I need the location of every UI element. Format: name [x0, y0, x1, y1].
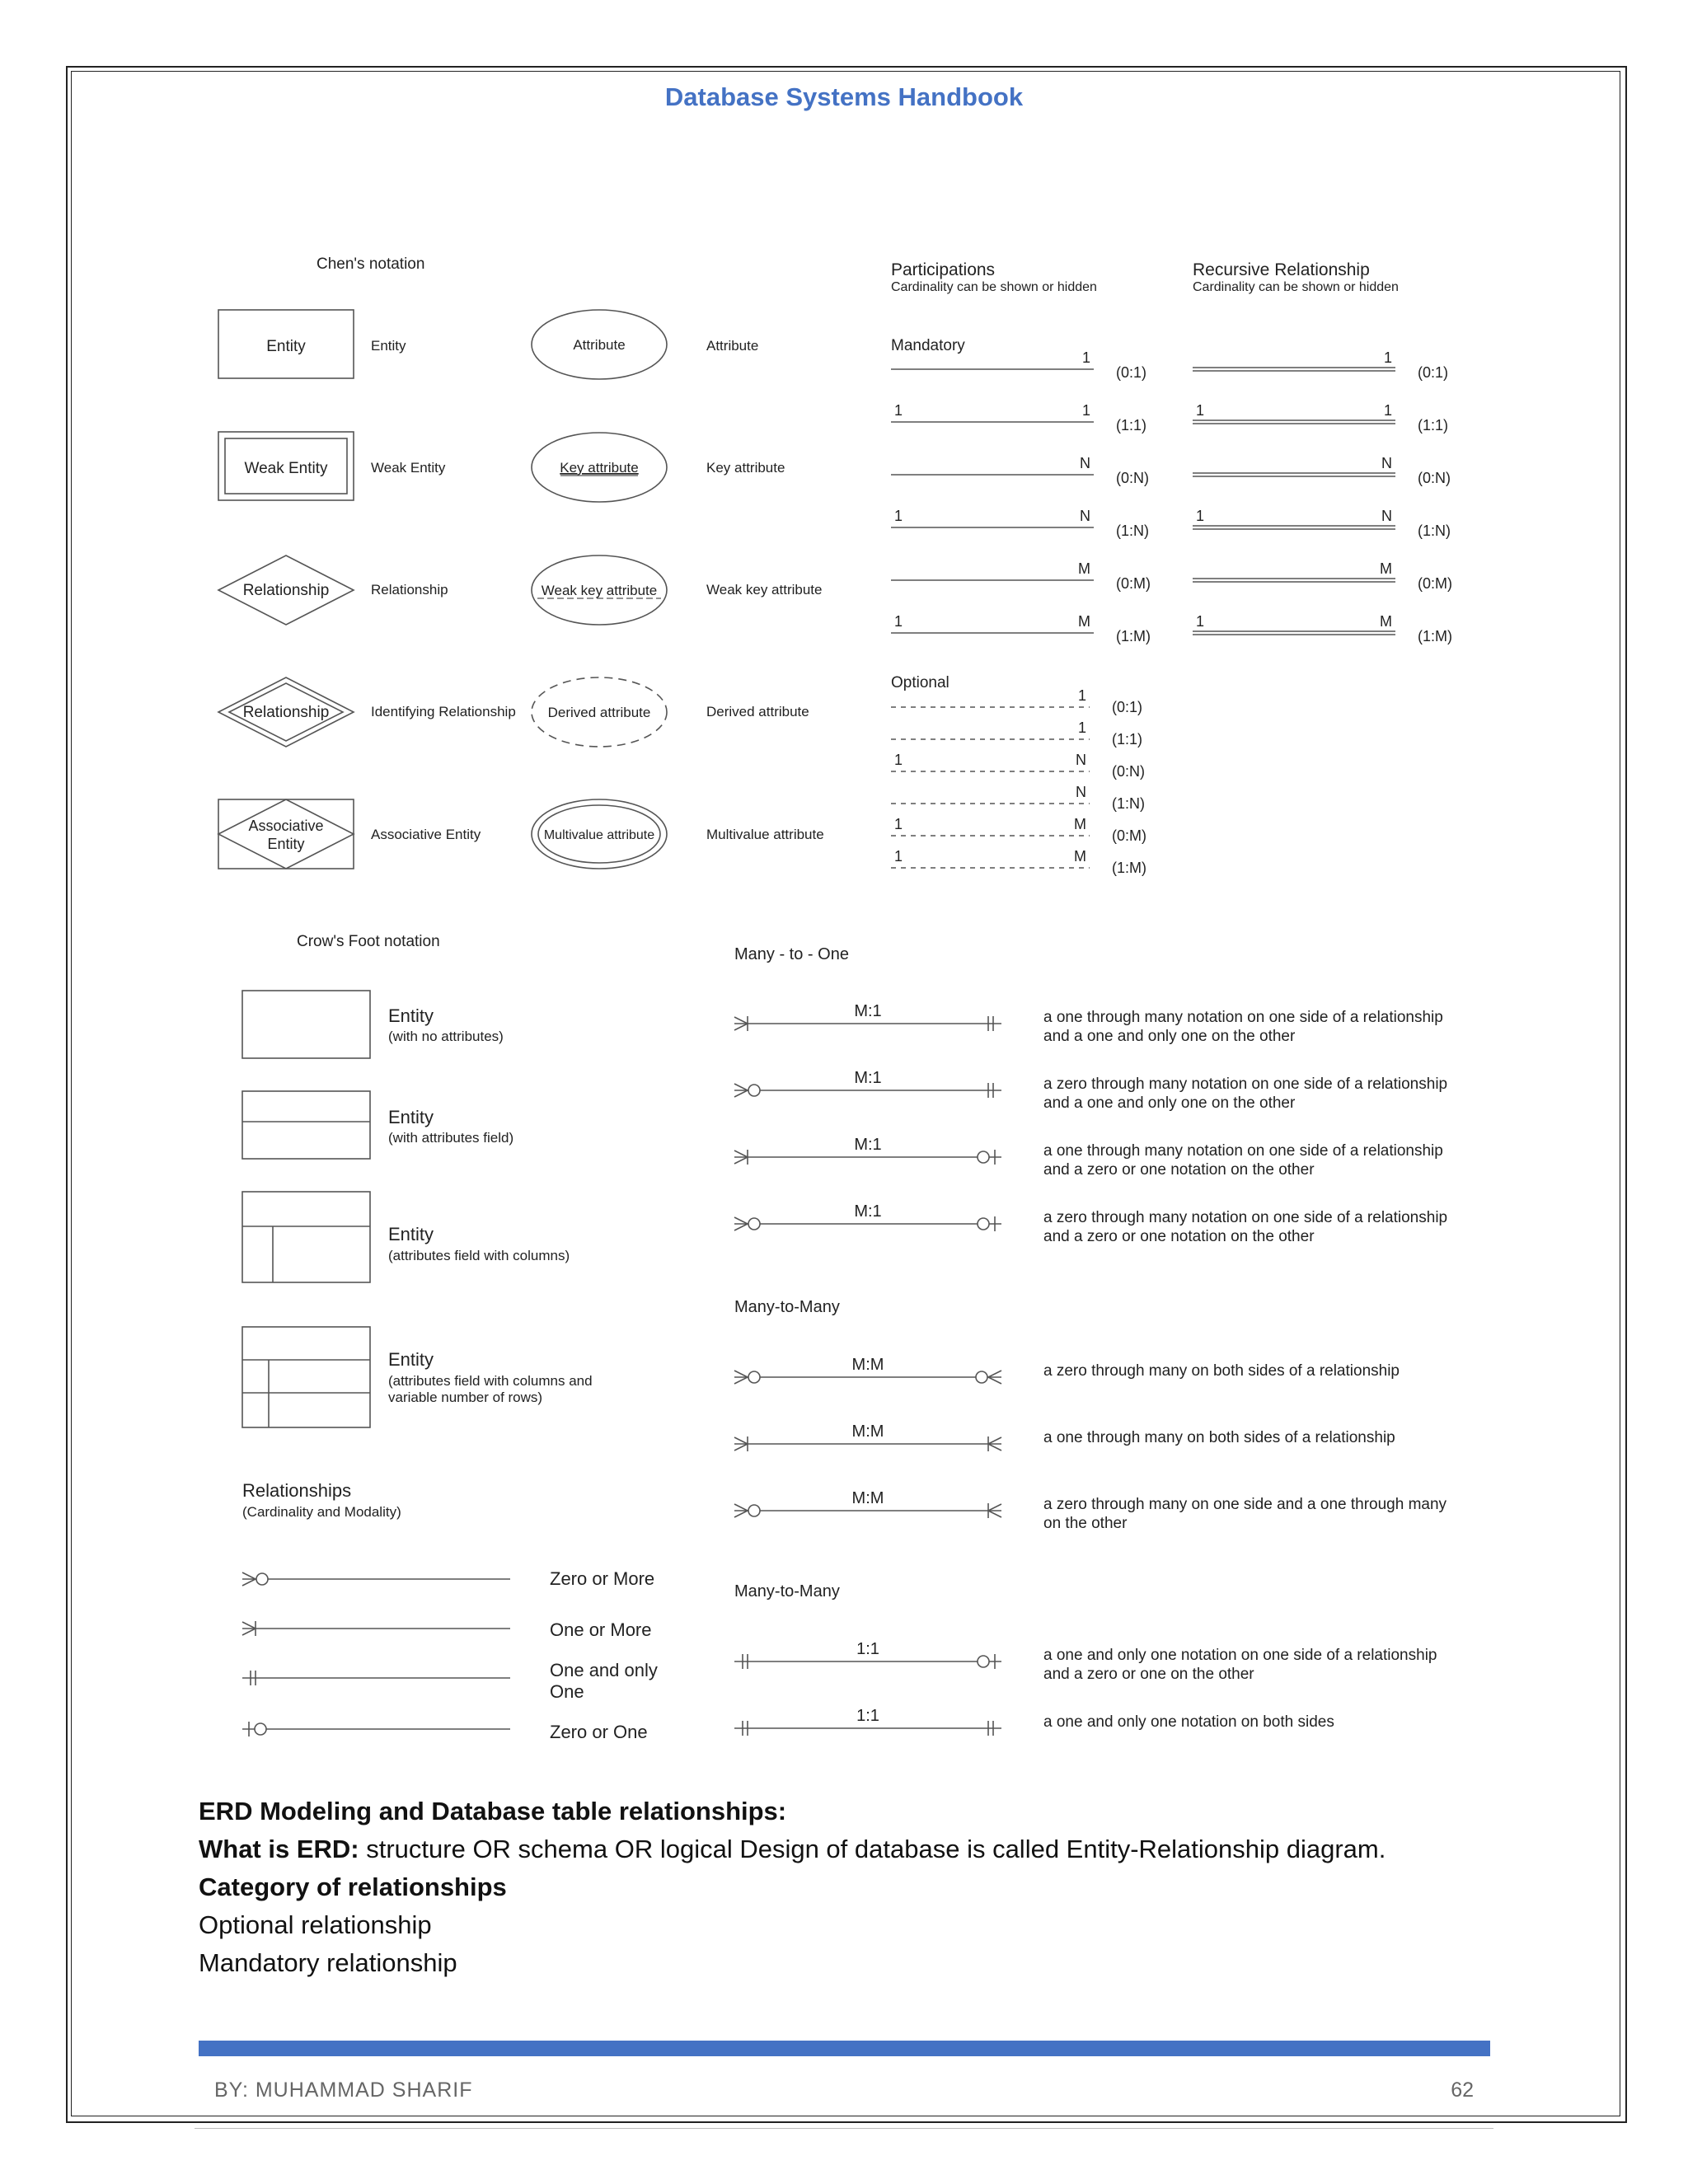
- recursive-right-0: 1: [1383, 349, 1392, 366]
- optional-right-3: N: [1076, 784, 1086, 800]
- many-to-many-desc-1-line1: a one through many on both sides of a relationship: [1043, 1429, 1395, 1446]
- category-item-mandatory: Mandatory relationship: [199, 1948, 457, 1977]
- optional-right-5: M: [1074, 848, 1086, 865]
- mandatory-left-5: 1: [894, 613, 903, 630]
- optional-right-1: 1: [1077, 719, 1086, 736]
- erd-definition: [199, 1830, 1550, 1868]
- recursive-subtitle: Cardinality can be shown or hidden: [1193, 280, 1399, 294]
- optional-code-2: (0:N): [1112, 763, 1145, 780]
- one-to-one-desc-0-line2: and a zero or one on the other: [1043, 1666, 1254, 1683]
- recursive-code-2: (0:N): [1418, 470, 1451, 486]
- crows-entity-2-desc: (with attributes field): [388, 1130, 514, 1146]
- many-to-one-title: Many - to - One: [734, 945, 849, 963]
- key-attribute-label: Key attribute: [706, 460, 785, 476]
- weak-entity-shape-label: Weak Entity: [244, 460, 328, 477]
- crows-entity-4-desc-2: variable number of rows): [388, 1390, 543, 1405]
- footer-page-number: 62: [1451, 2079, 1474, 2102]
- associative-entity-shape-label-2: Entity: [267, 836, 305, 852]
- many-to-one-desc-0-line2: and a one and only one on the other: [1043, 1028, 1296, 1045]
- recursive-right-5: M: [1380, 613, 1392, 630]
- many-to-many-tag-1: M:M: [851, 1422, 884, 1441]
- legend-one-and-only-1: One and only: [550, 1660, 658, 1680]
- participations-title: Participations: [891, 260, 996, 279]
- many-to-one-desc-0-line1: a one through many notation on one side of a relationship: [1043, 1009, 1443, 1026]
- mandatory-right-4: M: [1078, 560, 1090, 577]
- recursive-right-1: 1: [1383, 402, 1392, 419]
- footer-rule: [195, 2128, 1493, 2129]
- crows-entity-columns-rows: [242, 1327, 370, 1427]
- crows-title: Crow's Foot notation: [297, 933, 440, 950]
- crows-entity-2-name: Entity: [388, 1107, 434, 1127]
- many-to-many-title: Many-to-Many: [734, 1298, 840, 1316]
- optional-code-0: (0:1): [1112, 699, 1143, 715]
- recursive-right-4: M: [1380, 560, 1392, 577]
- recursive-code-3: (1:N): [1418, 523, 1451, 539]
- many-to-many-desc-0-line1: a zero through many on both sides of a relationship: [1043, 1362, 1400, 1380]
- crows-entity-3-desc: (attributes field with columns): [388, 1248, 570, 1263]
- many-to-one-desc-1-line2: and a one and only one on the other: [1043, 1094, 1296, 1112]
- footer-author: BY: MUHAMMAD SHARIF: [214, 2079, 473, 2102]
- recursive-code-4: (0:M): [1418, 575, 1452, 592]
- relationships-title: Relationships: [242, 1480, 352, 1501]
- many-to-one-desc-3-line1: a zero through many notation on one side of a relationship: [1043, 1209, 1448, 1226]
- mandatory-code-4: (0:M): [1116, 575, 1151, 592]
- page-header-title: Database Systems Handbook: [664, 82, 1024, 111]
- recursive-code-0: (0:1): [1418, 364, 1449, 381]
- mandatory-right-1: 1: [1081, 402, 1090, 419]
- many-to-one-tag-3: M:1: [854, 1202, 882, 1221]
- crows-entity-3-name: Entity: [388, 1224, 434, 1244]
- mandatory-right-5: M: [1078, 613, 1090, 630]
- erd-heading: ERD Modeling and Database table relationships:: [199, 1797, 787, 1825]
- mandatory-left-1: 1: [894, 402, 903, 419]
- one-to-one-desc-1-line1: a one and only one notation on both sides: [1043, 1713, 1334, 1731]
- many-to-many-desc-2-line2: on the other: [1043, 1515, 1128, 1532]
- crows-entity-4-name: Entity: [388, 1349, 434, 1370]
- mandatory-code-2: (0:N): [1116, 470, 1149, 486]
- category-item-optional: Optional relationship: [199, 1910, 432, 1939]
- many-to-one-desc-2-line2: and a zero or one notation on the other: [1043, 1161, 1315, 1179]
- erd-definition-label: What is ERD:: [199, 1835, 359, 1863]
- many-to-one-tag-1: M:1: [854, 1069, 882, 1087]
- associative-entity-shape-label-1: Associative: [248, 818, 324, 834]
- multivalue-attribute-label: Multivalue attribute: [706, 827, 824, 842]
- identifying-relationship-shape-label: Relationship: [242, 704, 330, 721]
- legend-one-and-only-2: One: [550, 1681, 584, 1702]
- key-attribute-shape-label: Key attribute: [560, 460, 639, 476]
- recursive-code-1: (1:1): [1418, 417, 1449, 434]
- mandatory-code-3: (1:N): [1116, 523, 1149, 539]
- optional-right-0: 1: [1077, 687, 1086, 704]
- entity-shape-label: Entity: [266, 338, 306, 355]
- mandatory-code-1: (1:1): [1116, 417, 1147, 434]
- relationships-subtitle: (Cardinality and Modality): [242, 1504, 401, 1520]
- multivalue-attribute-shape-label: Multivalue attribute: [543, 828, 655, 842]
- one-to-one-tag-1: 1:1: [856, 1707, 879, 1725]
- one-to-one-title: Many-to-Many: [734, 1582, 840, 1601]
- optional-right-2: N: [1076, 752, 1086, 768]
- crows-entity-plain: [242, 991, 370, 1058]
- optional-left-2: 1: [894, 752, 903, 768]
- category-heading: Category of relationships: [199, 1872, 507, 1901]
- crows-entity-1-name: Entity: [388, 1005, 434, 1026]
- optional-code-1: (1:1): [1112, 731, 1143, 748]
- derived-attribute-label: Derived attribute: [706, 704, 809, 719]
- many-to-many-desc-2-line1: a zero through many on one side and a one through many: [1043, 1496, 1447, 1513]
- one-to-one-tag-0: 1:1: [856, 1640, 879, 1658]
- mandatory-right-0: 1: [1081, 349, 1090, 366]
- one-to-one-desc-0-line1: a one and only one notation on one side of a relationship: [1043, 1647, 1437, 1664]
- relationship-shape-label: Relationship: [242, 582, 330, 599]
- entity-label: Entity: [371, 338, 406, 354]
- many-to-one-desc-2-line1: a one through many notation on one side of a relationship: [1043, 1142, 1443, 1160]
- recursive-left-3: 1: [1196, 508, 1205, 524]
- optional-right-4: M: [1074, 816, 1086, 832]
- attribute-label: Attribute: [706, 338, 759, 354]
- crows-entity-1-desc: (with no attributes): [388, 1029, 504, 1044]
- mandatory-left-3: 1: [894, 508, 903, 524]
- mandatory-label: Mandatory: [891, 337, 965, 354]
- participations-subtitle: Cardinality can be shown or hidden: [891, 280, 1097, 294]
- optional-label: Optional: [891, 674, 950, 691]
- many-to-one-desc-1-line1: a zero through many notation on one side of a relationship: [1043, 1076, 1448, 1093]
- mandatory-code-5: (1:M): [1116, 628, 1151, 644]
- recursive-right-2: N: [1381, 455, 1392, 471]
- attribute-shape-label: Attribute: [573, 337, 626, 353]
- weak-key-attribute-shape-label: Weak key attribute: [541, 583, 658, 598]
- many-to-one-tag-2: M:1: [854, 1136, 882, 1154]
- mandatory-right-2: N: [1080, 455, 1090, 471]
- recursive-code-5: (1:M): [1418, 628, 1452, 644]
- body-text: [199, 1793, 1550, 1982]
- many-to-one-desc-3-line2: and a zero or one notation on the other: [1043, 1228, 1315, 1245]
- recursive-right-3: N: [1381, 508, 1392, 524]
- recursive-title: Recursive Relationship: [1193, 260, 1370, 279]
- many-to-one-tag-0: M:1: [854, 1002, 882, 1020]
- optional-code-4: (0:M): [1112, 827, 1146, 844]
- optional-left-4: 1: [894, 816, 903, 832]
- erd-definition-text: structure OR schema OR logical Design of database is called Entity-Relationship diagram.: [359, 1835, 1386, 1863]
- crows-entity-columns: [242, 1192, 370, 1282]
- many-to-many-tag-0: M:M: [851, 1356, 884, 1374]
- footer-bar: [199, 2041, 1490, 2056]
- many-to-many-tag-2: M:M: [851, 1489, 884, 1507]
- recursive-left-1: 1: [1196, 402, 1205, 419]
- legend-zero-or-one: Zero or One: [550, 1722, 648, 1742]
- associative-entity-shape: [218, 799, 354, 869]
- weak-key-attribute-label: Weak key attribute: [706, 582, 823, 598]
- crows-entity-4-desc-1: (attributes field with columns and: [388, 1373, 593, 1389]
- derived-attribute-shape-label: Derived attribute: [547, 705, 651, 720]
- optional-code-5: (1:M): [1112, 860, 1146, 876]
- relationship-label: Relationship: [371, 582, 448, 598]
- associative-entity-label: Associative Entity: [371, 827, 481, 842]
- mandatory-right-3: N: [1080, 508, 1090, 524]
- legend-one-or-more: One or More: [550, 1619, 652, 1640]
- optional-left-5: 1: [894, 848, 903, 865]
- chen-title: Chen's notation: [316, 255, 425, 273]
- mandatory-code-0: (0:1): [1116, 364, 1147, 381]
- recursive-left-5: 1: [1196, 613, 1205, 630]
- legend-zero-or-more: Zero or More: [550, 1568, 655, 1589]
- optional-code-3: (1:N): [1112, 795, 1145, 812]
- crows-entity-attributes: [242, 1091, 370, 1159]
- identifying-relationship-label: Identifying Relationship: [371, 704, 516, 719]
- weak-entity-label: Weak Entity: [371, 460, 446, 476]
